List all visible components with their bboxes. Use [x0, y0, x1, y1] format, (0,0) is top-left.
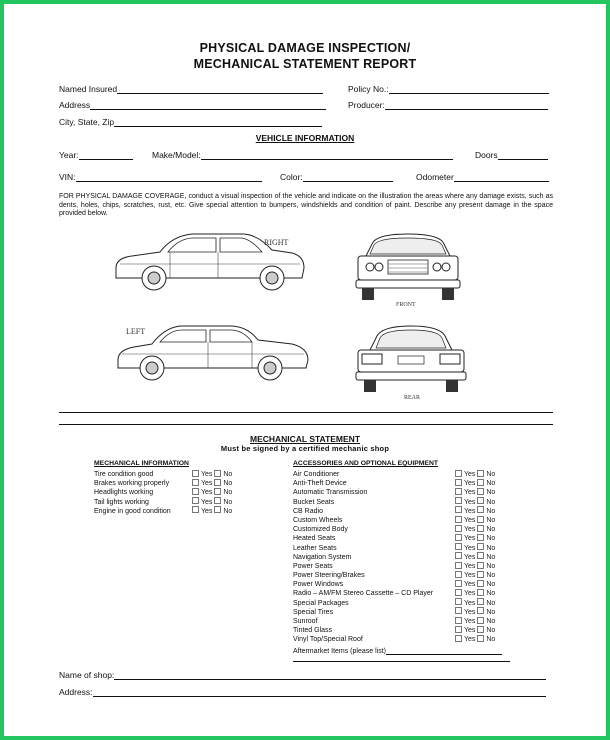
- yes-no-options: [455, 470, 495, 479]
- checklist-row: [293, 608, 518, 617]
- no-checkbox[interactable]: [214, 488, 221, 495]
- checklist-item-label: Tail lights working: [94, 498, 149, 506]
- yes-label: Yes: [464, 526, 476, 534]
- yes-label: Yes: [464, 608, 476, 616]
- yes-no-options: [192, 488, 232, 497]
- producer-field[interactable]: [385, 100, 548, 110]
- vehicle-info-heading: VEHICLE INFORMATION: [255, 133, 355, 143]
- aftermarket-field-2[interactable]: [293, 661, 510, 662]
- no-label: No: [486, 562, 496, 570]
- policy-no-row: [348, 84, 549, 94]
- no-label: No: [223, 480, 233, 488]
- yes-label: Yes: [464, 590, 476, 598]
- yes-no-options: [455, 544, 495, 553]
- no-label: No: [486, 526, 496, 534]
- yes-checkbox[interactable]: [455, 635, 462, 642]
- no-checkbox[interactable]: [477, 607, 484, 614]
- yes-no-options: [455, 626, 495, 635]
- no-checkbox[interactable]: [477, 598, 484, 605]
- checklist-item-label: Radio – AM/FM Stereo Cassette – CD Player: [293, 590, 434, 598]
- shop-address-field[interactable]: [93, 687, 546, 697]
- checklist-row: [293, 525, 518, 534]
- city-state-zip-label: City, State, Zip: [59, 117, 115, 127]
- aftermarket-label: Aftermarket Items (please list): [293, 648, 386, 655]
- shop-name-label: Name of shop:: [59, 670, 115, 680]
- checklist-item-label: Headlights working: [94, 489, 154, 497]
- yes-no-options: [455, 516, 495, 525]
- vin-field[interactable]: [76, 172, 262, 182]
- address-label: Address: [59, 100, 91, 110]
- form-title-line2: MECHANICAL STATEMENT REPORT: [193, 57, 417, 71]
- checklist-row: [293, 580, 518, 589]
- no-checkbox[interactable]: [477, 479, 484, 486]
- yes-no-options: [192, 507, 232, 516]
- car-front-diagram[interactable]: [352, 230, 464, 308]
- checklist-row: [293, 516, 518, 525]
- yes-label: Yes: [464, 581, 476, 589]
- yes-no-options: [455, 525, 495, 534]
- yes-label: Yes: [201, 498, 213, 506]
- checklist-item-label: Special Tires: [293, 608, 334, 616]
- no-checkbox[interactable]: [214, 479, 221, 486]
- yes-checkbox[interactable]: [192, 470, 199, 477]
- year-label: Year:: [59, 150, 79, 160]
- checklist-item-label: Anti-Theft Device: [293, 480, 347, 488]
- inspection-form-page: [4, 4, 606, 736]
- yes-label: Yes: [464, 544, 476, 552]
- city-state-zip-field[interactable]: [114, 117, 322, 127]
- checklist-item-label: Brakes working properly: [94, 480, 170, 488]
- yes-checkbox[interactable]: [455, 598, 462, 605]
- damage-description-line-1[interactable]: [59, 412, 553, 413]
- yes-checkbox[interactable]: [455, 580, 462, 587]
- policy-no-field[interactable]: [389, 84, 549, 94]
- mechanical-statement-heading: MECHANICAL STATEMENT: [249, 434, 361, 444]
- address-field[interactable]: [90, 100, 326, 110]
- yes-checkbox[interactable]: [455, 589, 462, 596]
- yes-label: Yes: [464, 471, 476, 478]
- checklist-row: [94, 479, 244, 488]
- yes-checkbox[interactable]: [192, 479, 199, 486]
- checklist-row: [293, 635, 518, 644]
- make-model-field[interactable]: [201, 150, 453, 160]
- checklist-row: [293, 562, 518, 571]
- checklist-item-label: Leather Seats: [293, 544, 337, 552]
- named-insured-field[interactable]: [117, 84, 323, 94]
- no-label: No: [486, 471, 496, 478]
- yes-checkbox[interactable]: [455, 516, 462, 523]
- no-label: No: [486, 544, 496, 552]
- yes-no-options: [455, 635, 495, 644]
- no-checkbox[interactable]: [477, 626, 484, 633]
- yes-checkbox[interactable]: [455, 506, 462, 513]
- yes-label: Yes: [464, 618, 476, 625]
- checklist-item-label: Automatic Transmission: [293, 489, 368, 497]
- yes-label: Yes: [201, 471, 213, 478]
- year-row: [59, 150, 133, 160]
- no-label: No: [486, 489, 496, 497]
- yes-checkbox[interactable]: [455, 497, 462, 504]
- yes-no-options: [455, 534, 495, 543]
- checklist-item-label: Air Conditioner: [293, 471, 340, 478]
- yes-label: Yes: [464, 480, 476, 488]
- checklist-row: [293, 626, 518, 635]
- no-checkbox[interactable]: [477, 617, 484, 624]
- aftermarket-row: [293, 645, 502, 655]
- shop-name-field[interactable]: [114, 670, 546, 680]
- checklist-row: [94, 507, 244, 516]
- yes-checkbox[interactable]: [455, 571, 462, 578]
- car-label-rear: REAR: [404, 395, 421, 401]
- yes-label: Yes: [464, 553, 476, 561]
- yes-checkbox[interactable]: [455, 617, 462, 624]
- no-label: No: [486, 618, 496, 625]
- checklist-item-label: Power Steering/Brakes: [293, 572, 365, 580]
- no-checkbox[interactable]: [477, 534, 484, 541]
- no-checkbox[interactable]: [477, 543, 484, 550]
- make-model-row: [152, 150, 453, 160]
- vin-label: VIN:: [59, 172, 76, 182]
- odometer-row: [416, 172, 549, 182]
- checklist-item-label: Bucket Seats: [293, 498, 335, 506]
- no-checkbox[interactable]: [477, 488, 484, 495]
- inspection-instructions: FOR PHYSICAL DAMAGE COVERAGE, conduct a visual inspection of the vehicle and indicate on the illustration the areas where any damage exists, such as dents, holes, chips, scratches, rust, etc. Give special attention to bumpers, windshields and condition of paint. Describe any present damage in the space provided below.: [59, 193, 553, 218]
- checklist-item-label: Tire condition good: [94, 471, 154, 478]
- checklist-item-label: Power Windows: [293, 581, 344, 589]
- odometer-field[interactable]: [454, 172, 549, 182]
- no-checkbox[interactable]: [477, 497, 484, 504]
- checklist-item-label: Navigation System: [293, 553, 352, 561]
- odometer-label: Odometer: [416, 172, 454, 182]
- yes-no-options: [455, 562, 495, 571]
- no-label: No: [486, 535, 496, 543]
- yes-no-options: [455, 589, 495, 598]
- checklist-row: [94, 470, 244, 479]
- yes-label: Yes: [201, 489, 213, 497]
- no-label: No: [486, 581, 496, 589]
- checklist-row: [293, 617, 518, 626]
- yes-label: Yes: [464, 489, 476, 497]
- no-label: No: [486, 553, 496, 561]
- car-label-front: FRONT: [396, 302, 416, 308]
- no-label: No: [223, 498, 233, 506]
- producer-label: Producer:: [348, 100, 385, 110]
- checklist-row: [94, 488, 244, 497]
- no-checkbox[interactable]: [214, 506, 221, 513]
- make-model-label: Make/Model:: [152, 150, 201, 160]
- yes-label: Yes: [201, 480, 213, 488]
- no-label: No: [223, 507, 233, 515]
- no-label: No: [223, 489, 233, 497]
- checklist-item-label: CB Radio: [293, 507, 323, 515]
- checklist-row: [293, 589, 518, 598]
- no-label: No: [486, 516, 496, 524]
- color-label: Color:: [280, 172, 303, 182]
- yes-checkbox[interactable]: [455, 552, 462, 559]
- yes-no-options: [455, 580, 495, 589]
- no-checkbox[interactable]: [477, 525, 484, 532]
- yes-label: Yes: [464, 535, 476, 543]
- no-checkbox[interactable]: [214, 470, 221, 477]
- year-field[interactable]: [79, 150, 133, 160]
- color-field[interactable]: [303, 172, 393, 182]
- accessories-list: [293, 470, 518, 645]
- yes-checkbox[interactable]: [455, 488, 462, 495]
- no-checkbox[interactable]: [477, 506, 484, 513]
- aftermarket-field-1[interactable]: [386, 647, 502, 655]
- no-checkbox[interactable]: [477, 589, 484, 596]
- checklist-item-label: Customized Body: [293, 526, 348, 534]
- city-state-zip-row: [59, 117, 322, 127]
- checklist-item-label: Sunroof: [293, 618, 318, 625]
- shop-address-row: [59, 687, 546, 697]
- yes-checkbox[interactable]: [455, 525, 462, 532]
- producer-row: [348, 100, 548, 110]
- yes-no-options: [192, 470, 232, 479]
- no-label: No: [486, 599, 496, 607]
- yes-checkbox[interactable]: [455, 479, 462, 486]
- yes-checkbox[interactable]: [455, 626, 462, 633]
- no-label: No: [486, 572, 496, 580]
- no-checkbox[interactable]: [477, 470, 484, 477]
- yes-no-options: [192, 479, 232, 488]
- checklist-item-label: Vinyl Top/Special Roof: [293, 636, 363, 644]
- no-checkbox[interactable]: [477, 635, 484, 642]
- yes-label: Yes: [464, 572, 476, 580]
- yes-checkbox[interactable]: [455, 470, 462, 477]
- yes-no-options: [455, 479, 495, 488]
- yes-no-options: [455, 608, 495, 617]
- damage-description-line-2[interactable]: [59, 424, 553, 425]
- yes-no-options: [455, 571, 495, 580]
- checklist-row: [293, 479, 518, 488]
- no-label: No: [486, 590, 496, 598]
- yes-checkbox[interactable]: [192, 488, 199, 495]
- checklist-row: [94, 498, 244, 507]
- no-label: No: [486, 608, 496, 616]
- shop-name-row: [59, 670, 546, 680]
- no-label: No: [486, 498, 496, 506]
- checklist-row: [293, 507, 518, 516]
- yes-no-options: [455, 553, 495, 562]
- vin-row: [59, 172, 262, 182]
- checklist-item-label: Power Seats: [293, 562, 333, 570]
- checklist-item-label: Tinted Glass: [293, 627, 333, 635]
- checklist-row: [293, 470, 518, 479]
- mechanical-info-heading: MECHANICAL INFORMATION: [94, 460, 189, 467]
- yes-no-options: [192, 498, 232, 507]
- checklist-item-label: Engine in good condition: [94, 507, 171, 515]
- checklist-row: [293, 571, 518, 580]
- car-right-side-diagram[interactable]: [112, 228, 307, 298]
- mechanical-statement-subheading: Must be signed by a certified mechanic shop: [220, 444, 390, 453]
- mechanical-info-list: [94, 470, 244, 516]
- checklist-row: [293, 498, 518, 507]
- car-label-left: LEFT: [126, 327, 146, 336]
- yes-label: Yes: [464, 516, 476, 524]
- yes-label: Yes: [464, 627, 476, 635]
- no-checkbox[interactable]: [477, 562, 484, 569]
- checklist-item-label: Heated Seats: [293, 535, 336, 543]
- yes-label: Yes: [464, 599, 476, 607]
- no-label: No: [486, 627, 496, 635]
- doors-field[interactable]: [498, 150, 548, 160]
- yes-no-options: [455, 488, 495, 497]
- color-row: [280, 172, 393, 182]
- yes-label: Yes: [201, 507, 213, 515]
- no-checkbox[interactable]: [477, 571, 484, 578]
- no-checkbox[interactable]: [477, 552, 484, 559]
- yes-label: Yes: [464, 498, 476, 506]
- address-row: [59, 100, 326, 110]
- yes-checkbox[interactable]: [192, 506, 199, 513]
- accessories-heading: ACCESSORIES AND OPTIONAL EQUIPMENT: [293, 460, 439, 467]
- checklist-item-label: Special Packages: [293, 599, 349, 607]
- yes-no-options: [455, 617, 495, 626]
- named-insured-label: Named Insured: [59, 84, 118, 94]
- car-rear-diagram[interactable]: [352, 322, 470, 402]
- yes-checkbox[interactable]: [455, 562, 462, 569]
- checklist-row: [293, 488, 518, 497]
- yes-no-options: [455, 498, 495, 507]
- checklist-row: [293, 534, 518, 543]
- named-insured-row: [59, 84, 323, 94]
- checklist-row: [293, 544, 518, 553]
- form-title-line1: PHYSICAL DAMAGE INSPECTION/: [199, 41, 411, 55]
- yes-label: Yes: [464, 562, 476, 570]
- yes-label: Yes: [464, 636, 476, 644]
- no-label: No: [486, 636, 496, 644]
- no-checkbox[interactable]: [214, 497, 221, 504]
- shop-address-label: Address:: [59, 687, 93, 697]
- checklist-row: [293, 599, 518, 608]
- checklist-row: [293, 553, 518, 562]
- no-label: No: [223, 471, 233, 478]
- yes-label: Yes: [464, 507, 476, 515]
- car-left-side-diagram[interactable]: [112, 320, 312, 388]
- yes-checkbox[interactable]: [455, 543, 462, 550]
- yes-checkbox[interactable]: [192, 497, 199, 504]
- no-checkbox[interactable]: [477, 516, 484, 523]
- policy-no-label: Policy No.:: [348, 84, 389, 94]
- yes-no-options: [455, 599, 495, 608]
- no-label: No: [486, 507, 496, 515]
- checklist-item-label: Custom Wheels: [293, 516, 343, 524]
- yes-checkbox[interactable]: [455, 534, 462, 541]
- no-checkbox[interactable]: [477, 580, 484, 587]
- yes-no-options: [455, 507, 495, 516]
- doors-label: Doors: [475, 150, 498, 160]
- yes-checkbox[interactable]: [455, 607, 462, 614]
- car-label-right: RIGHT: [264, 238, 289, 247]
- doors-row: [475, 150, 548, 160]
- no-label: No: [486, 480, 496, 488]
